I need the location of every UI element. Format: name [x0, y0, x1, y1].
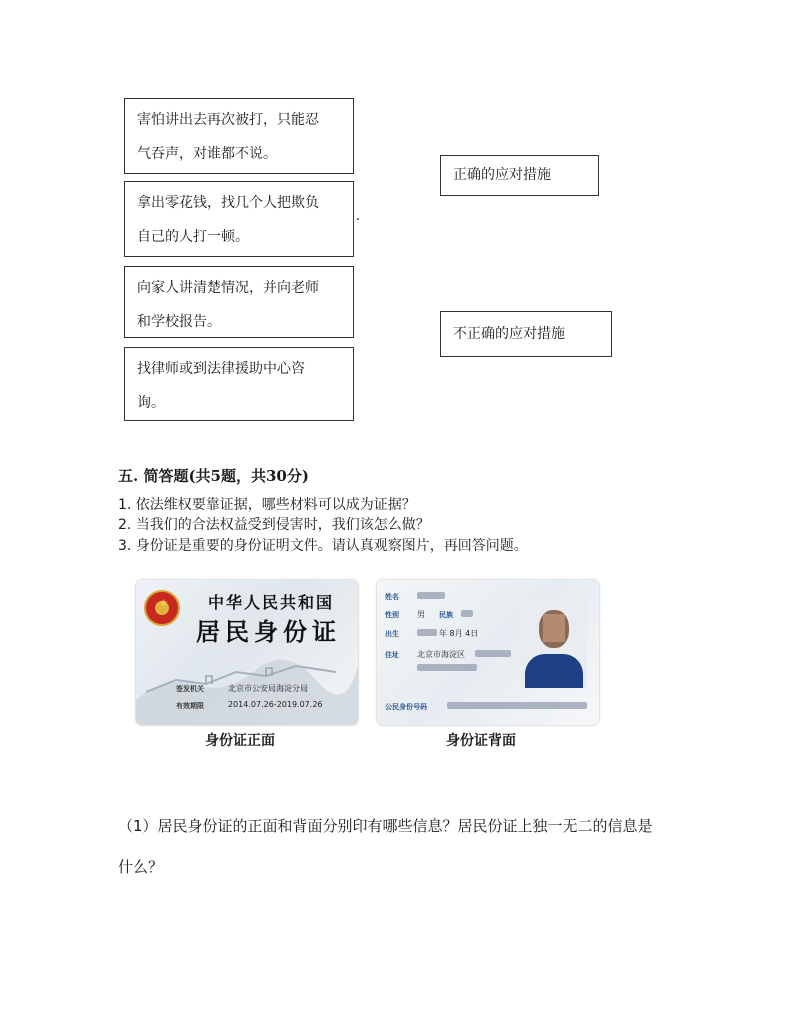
matching-option-3 — [124, 266, 354, 338]
portrait-photo — [519, 598, 587, 688]
subquestion-line2: 什么？ — [118, 858, 164, 876]
option-4-line2: 询。 — [137, 395, 165, 411]
name-redacted — [417, 592, 445, 599]
gender-label: 性别 — [385, 611, 399, 619]
address-label: 住址 — [385, 651, 399, 659]
id-card-back — [377, 580, 599, 725]
stray-mark — [357, 218, 359, 220]
option-3-line1: 向家人讲清楚情况，并向老师 — [137, 280, 319, 296]
category-incorrect-label: 不正确的应对措施 — [453, 326, 565, 342]
id-card-front — [136, 580, 358, 725]
option-1-line1: 害怕讲出去再次被打，只能忍 — [137, 112, 319, 128]
id-back-caption: 身份证背面 — [446, 733, 516, 749]
id-number-label: 公民身份号码 — [385, 703, 427, 711]
subquestion-line1: （1）居民身份证的正面和背面分别印有哪些信息？居民份证上独一无二的信息是 — [118, 817, 653, 835]
option-3-line2: 和学校报告。 — [137, 314, 221, 330]
national-emblem-icon: ★ — [144, 590, 180, 626]
category-correct-label: 正确的应对措施 — [453, 167, 551, 183]
gender-value: 男 — [417, 610, 425, 619]
name-label: 姓名 — [385, 593, 399, 601]
question-1: 1. 依法维权要靠证据，哪些材料可以成为证据？ — [118, 497, 416, 513]
id-front-title: 居民身份证 — [196, 617, 341, 646]
validity-label: 有效期限 — [176, 702, 204, 710]
id-front-country: 中华人民共和国 — [208, 593, 335, 612]
option-4-line1: 找律师或到法律援助中心咨 — [137, 361, 305, 377]
matching-option-1 — [124, 98, 354, 174]
address-value: 北京市海淀区 — [417, 650, 465, 659]
birth-value: 年 8月 4日 — [439, 629, 479, 638]
validity-value: 2014.07.26-2019.07.26 — [228, 700, 323, 709]
issuer-label: 签发机关 — [176, 685, 204, 693]
question-2: 2. 当我们的合法权益受到侵害时，我们该怎么做？ — [118, 517, 430, 533]
birth-label: 出生 — [385, 630, 399, 638]
option-2-line1: 拿出零花钱，找几个人把欺负 — [137, 195, 319, 211]
matching-option-4 — [124, 347, 354, 421]
birth-year-redacted — [417, 629, 437, 636]
id-number-redacted — [447, 702, 587, 709]
address-redacted-1 — [475, 650, 511, 657]
category-correct — [440, 155, 599, 196]
issuer-value: 北京市公安局海淀分局 — [228, 684, 308, 693]
address-redacted-2 — [417, 664, 477, 671]
option-1-line2: 气吞声，对谁都不说。 — [137, 146, 277, 162]
question-3: 3. 身份证是重要的身份证明文件。请认真观察图片，再回答问题。 — [118, 538, 528, 554]
section-title: 五. 简答题(共5题，共30分) — [118, 467, 309, 485]
ethnicity-redacted — [461, 610, 473, 617]
option-2-line2: 自己的人打一顿。 — [137, 229, 249, 245]
id-front-caption: 身份证正面 — [205, 733, 275, 749]
category-incorrect — [440, 311, 612, 357]
ethnicity-label: 民族 — [439, 611, 453, 619]
matching-option-2 — [124, 181, 354, 257]
